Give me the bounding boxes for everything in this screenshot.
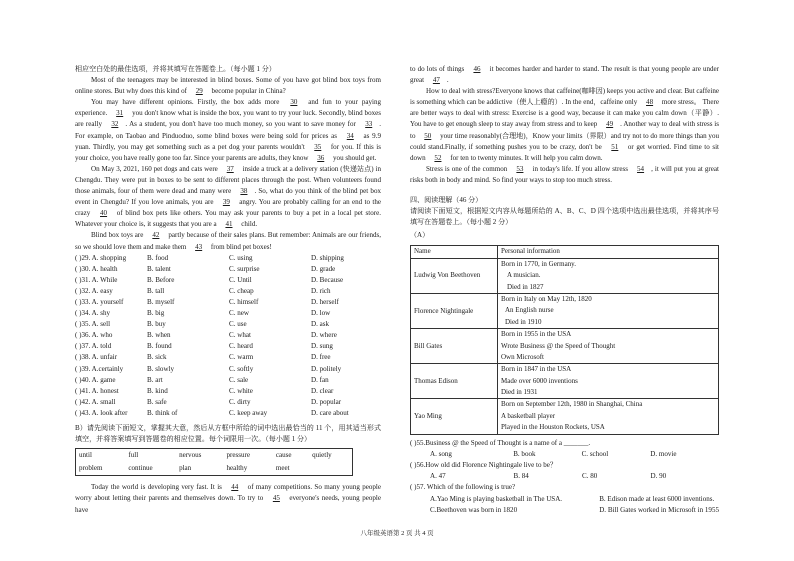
personal-info <box>498 258 719 293</box>
option: D. Because <box>311 275 344 284</box>
option: B. found <box>147 342 172 351</box>
blank-number: 29 <box>195 87 203 96</box>
info-table <box>410 245 719 434</box>
word-option: problem <box>79 464 103 473</box>
option: B. tall <box>147 286 165 295</box>
info-line: Born in 1770, in Germany. <box>501 259 576 268</box>
passage-text: Stress is one of the common <box>426 164 510 173</box>
question-option: ( )34. A. shy <box>75 309 111 318</box>
option: B. think of <box>147 408 178 417</box>
section-b-title: B）请先阅读下面短文，掌握其大意，然后从方框中所给的词中选出最恰当的 11 个，用其适当形式填空，并将答案填写到答题卷的相应位置。每个词限用一次。（每小题 1 分） <box>75 424 381 444</box>
paragraph <box>410 64 719 86</box>
question-option: ( )41. A. honest <box>75 386 119 395</box>
passage-text: from blind pet boxes! <box>209 242 272 251</box>
passage-text: your time reasonably(合理地)，Know your limits（界限）and try not to do more things than you could stand.Finally, if something pushes you to be crazy, don't be <box>410 131 719 151</box>
option-row <box>75 364 393 375</box>
personal-info <box>498 399 719 434</box>
option-row <box>75 397 393 408</box>
option-row <box>75 286 393 297</box>
blank-number: 51 <box>611 142 619 151</box>
passage-text: or get worried. Find time to sit down <box>410 142 720 162</box>
option: C. himself <box>229 297 259 306</box>
personal-info <box>498 293 719 328</box>
info-line: Died in 1827 <box>507 282 544 291</box>
blank-number: 33 <box>365 120 373 129</box>
table-row <box>411 399 719 434</box>
option: C. softly <box>229 364 254 373</box>
intro-line: 相应空白处的最佳选项，并将其填写在答题卷上。（每小题 1 分） <box>75 65 276 73</box>
info-line: Own Microsoft <box>501 352 544 361</box>
passage-text: to do lots of things <box>410 65 467 73</box>
option: D. shipping <box>311 253 344 262</box>
answer-option: D. Bill Gates worked in Microsoft in 1955 <box>599 505 719 514</box>
question-option: ( )33. A. yourself <box>75 297 124 306</box>
option-row <box>75 264 393 275</box>
answer-option: C.Beethoven was born in 1820 <box>430 505 518 514</box>
paragraph <box>410 86 719 164</box>
blank-number: 36 <box>317 153 325 162</box>
option: C. use <box>229 320 247 329</box>
option: C. sale <box>229 375 249 384</box>
blank-number: 41 <box>225 220 233 229</box>
passage-text: inside a truck at a delivery station (快递站点) in Chengdu. They were put in boxes to be sent to different places through the post. When volunteers found those animals, four of them were dead and many were <box>75 164 381 196</box>
passage-text: angry. You are probably calling for an end to the crazy <box>75 198 381 218</box>
passage-a <box>75 75 381 253</box>
passage-text: it becomes harder and harder to stand. The result is that young people are under great <box>410 65 719 85</box>
table-row <box>411 293 719 328</box>
passage-text: in today's life. If you allow stress <box>530 164 631 173</box>
blank-number: 45 <box>272 494 280 503</box>
option: B. slowly <box>147 364 175 373</box>
option: C. what <box>229 331 251 340</box>
person-name: Ludwig Von Beethoven <box>411 258 498 293</box>
answer-option: D. movie <box>650 449 677 458</box>
person-name: Bill Gates <box>411 329 498 364</box>
blank-number: 38 <box>240 187 248 196</box>
info-line: Born in Italy on May 12th, 1820 <box>501 294 592 303</box>
option: C. warm <box>229 353 254 362</box>
blank-number: 30 <box>290 98 298 107</box>
options-table <box>75 253 393 419</box>
passage-text: Most of the teenagers may be interested in blind boxes. Some of you have got blind box toys from online stores. But why does this kind of <box>75 76 381 96</box>
info-line: Played in the Houston Rockets, USA <box>501 423 605 432</box>
option: C. Until <box>229 275 252 284</box>
paragraph <box>75 75 381 97</box>
section4-title: 四、阅读理解（46 分） <box>410 196 483 205</box>
header-label: Personal information <box>501 247 560 256</box>
table-row <box>411 364 719 399</box>
option: D. fan <box>311 375 329 384</box>
passage-text: Blind box toys are <box>91 231 146 240</box>
question-option: ( )38. A. unfair <box>75 353 118 362</box>
word-option: full <box>128 451 139 460</box>
option: D. politely <box>311 364 342 373</box>
question-option: ( )35. A. sell <box>75 320 111 329</box>
passage-text: Today the world is developing very fast. It is <box>91 483 225 492</box>
info-line: Died in 1931 <box>501 388 538 397</box>
blank-number: 37 <box>226 164 234 173</box>
answer-option: B. Edison made at least 6000 inventions. <box>599 494 715 503</box>
table-row <box>411 258 719 293</box>
option: D. rich <box>311 286 331 295</box>
option: C. keep away <box>229 408 268 417</box>
word-option: meet <box>275 464 290 473</box>
passage-text: On May 3, 2021, 160 pet dogs and cats were <box>91 164 220 173</box>
answer-options <box>410 494 719 516</box>
option-row <box>75 275 393 286</box>
option: C. heard <box>229 342 253 351</box>
question-option: ( )30. A. health <box>75 264 118 273</box>
option: D. popular <box>311 397 342 406</box>
blank-number: 32 <box>111 120 119 129</box>
option: C. cheap <box>229 286 254 295</box>
blank-number: 47 <box>432 76 440 85</box>
answer-option: C. school <box>581 449 609 458</box>
info-line: Made over 6000 inventions <box>501 376 578 385</box>
section-a-label: （A） <box>410 231 430 240</box>
option-row <box>75 408 393 419</box>
option: B. big <box>147 309 165 318</box>
word-option: plan <box>179 464 192 473</box>
option-row <box>75 319 393 330</box>
passage-text: You may have different opinions. Firstly, the box adds more <box>91 98 284 107</box>
question-option: ( )37. A. told <box>75 342 112 351</box>
paragraph <box>75 230 381 252</box>
passage-text: you don't know what is inside the box, you want to try your luck. Secondly, blind boxes are really <box>75 109 381 129</box>
answer-options <box>410 471 719 482</box>
word-option: nervous <box>179 451 202 460</box>
page-footer: 八年级英语第 2 页 共 4 页 <box>360 530 434 537</box>
passage-text: . Another way to deal with stress is to <box>410 120 719 140</box>
blank-number: 43 <box>195 242 203 251</box>
passage-text: . <box>446 76 449 85</box>
option-row <box>75 297 393 308</box>
personal-info <box>498 329 719 364</box>
option: B. safe <box>147 397 167 406</box>
option: D. care about <box>311 408 349 417</box>
question-option: ( )31. A. While <box>75 275 118 284</box>
word-option: cause <box>275 451 292 460</box>
info-line: Died in 1910 <box>505 317 542 326</box>
passage-text: . So, what do you think of the blind pet box event in Chengdu? If you love animals, you are <box>75 187 381 207</box>
info-line: Born in 1955 in the USA <box>501 330 572 339</box>
passage-text: child. <box>239 220 258 229</box>
answer-option: B. book <box>513 449 536 458</box>
header-label: Name <box>414 247 431 256</box>
personal-info <box>498 364 719 399</box>
option: B. sick <box>147 353 167 362</box>
word-option: quietly <box>312 451 332 460</box>
option: C. new <box>229 309 249 318</box>
passage-text: for ten to twenty minutes. It will help you calm down. <box>448 153 603 162</box>
question-stem: ( )55.Business @ the Speed of Thought is a name of a _______. <box>410 438 591 447</box>
passage-text: for you. If this is your choice, you have really gone too far. Since your parents are adults, they know <box>75 142 381 162</box>
blank-number: 31 <box>116 109 124 118</box>
blank-number: 34 <box>346 131 354 140</box>
word-option: healthy <box>226 464 248 473</box>
blank-number: 53 <box>516 164 524 173</box>
info-line: An English nurse <box>505 306 554 315</box>
table-row <box>411 329 719 364</box>
option: B. talent <box>147 264 171 273</box>
info-line: Born in 1847 in the USA <box>501 365 572 374</box>
blank-number: 40 <box>100 209 108 218</box>
word-option: pressure <box>226 451 250 460</box>
option-row <box>75 330 393 341</box>
option: C. white <box>229 386 253 395</box>
option-row <box>75 341 393 352</box>
passage-text: How to deal with stress?Everyone knows that caffeine(咖啡因) keeps you active and clear. But caffeine is something which can be addictive（使人上瘾的）. In the end，caffeine only <box>410 87 719 107</box>
option: D. herself <box>311 297 339 306</box>
passage-text: and fun to your paying experience. <box>75 98 381 118</box>
paragraph <box>75 97 381 164</box>
option: B. when <box>147 331 171 340</box>
passage-text: as 9.9 yuan. Thirdly, you may get something such as a pet dog your parents wouldn't <box>75 131 381 151</box>
word-option: until <box>79 451 92 460</box>
paragraph <box>75 482 381 515</box>
passage-text: . As a student, you don't have too much money, so you want to save money for <box>125 120 359 129</box>
passage-text: of many competitions. So many young people worry about letting their parents and themselves down. To try to <box>75 483 382 503</box>
blank-number: 46 <box>473 65 481 73</box>
option-row <box>75 308 393 319</box>
blank-number: 42 <box>152 231 160 240</box>
passage-b-continued <box>410 64 719 186</box>
option: D. where <box>311 331 337 340</box>
info-line: Wrote Business @ the Speed of Thought <box>501 341 616 350</box>
table-header <box>411 246 498 258</box>
blank-number: 50 <box>424 131 432 140</box>
blank-number: 52 <box>434 153 442 162</box>
passage-text: partly because of their sales plans. But remember: Animals are our friends, so we should love them and make them <box>75 231 382 251</box>
answer-option: C. 80 <box>582 472 598 481</box>
answer-option: A. 47 <box>430 472 446 481</box>
word-option <box>309 462 352 475</box>
option: B. kind <box>147 386 168 395</box>
info-line: A musician. <box>507 271 541 280</box>
blank-number: 48 <box>646 98 654 107</box>
blank-number: 49 <box>606 120 614 129</box>
passage-text: you should get. <box>331 153 377 162</box>
option-row <box>75 352 393 363</box>
questions <box>410 438 719 516</box>
option: C. using <box>229 253 253 262</box>
blank-number: 35 <box>314 142 322 151</box>
passage-text: . For example, on Taobao and Pinduoduo, some blind boxes were being sold for prices as <box>75 120 381 140</box>
option: D. grade <box>311 264 336 273</box>
option: D. sung <box>311 342 333 351</box>
answer-option: A. song <box>430 449 452 458</box>
answer-option: D. 90 <box>650 472 667 481</box>
option: B. Before <box>147 275 175 284</box>
question-option: ( )42. A. small <box>75 397 116 406</box>
info-line: Born on September 12th, 1980 in Shanghai, China <box>501 400 643 409</box>
answer-option: B. 84 <box>513 472 529 481</box>
option: C. surprise <box>229 264 260 273</box>
question-option: ( )39. A.certainly <box>75 364 124 373</box>
left-column <box>75 64 381 516</box>
option: D. free <box>311 353 331 362</box>
option: B. myself <box>147 297 175 306</box>
person-name: Florence Nightingale <box>411 293 498 328</box>
right-column <box>410 64 719 516</box>
passage-text: of blind box pets like others. You may ask your parents to buy a pet in a local pet store. Whatever your choice is, it suggests that you are a <box>75 209 382 229</box>
option: B. food <box>147 253 169 262</box>
paragraph <box>410 164 719 186</box>
paragraph <box>75 164 381 231</box>
question-option: ( )36. A. who <box>75 331 113 340</box>
passage-b <box>75 482 381 515</box>
passage-text: , it will put you at great risks both in body and mind. So find your ways to stop too much stress. <box>410 164 719 184</box>
option-row <box>75 375 393 386</box>
person-name: Yao Ming <box>411 399 498 434</box>
section4-instructions: 请阅读下面短文，根据短文内容从每题所给的 A、B、C、D 四个选项中选出最佳选项，并将其序号填写在答题卷上。（每小题 2 分） <box>410 207 719 227</box>
option: D. ask <box>311 320 330 329</box>
blank-number: 54 <box>637 164 645 173</box>
question-stem: ( )56.How old did Florence Nightingale live to be？ <box>410 461 557 470</box>
info-line: A basketball player <box>501 411 556 420</box>
passage-text: everyone's needs, young people have <box>75 494 381 514</box>
option: D. low <box>311 309 331 318</box>
option-row <box>75 386 393 397</box>
answer-options <box>410 449 719 460</box>
passage-text: more stress。 There are better ways to deal with stress: Exercise is a good way, because it can make you calm down（平静）. You have to get enough sleep to stay away from stress and to keep <box>410 98 719 129</box>
person-name: Thomas Edison <box>411 364 498 399</box>
option: B. art <box>147 375 163 384</box>
option: D. clear <box>311 386 334 395</box>
table-header <box>498 246 719 258</box>
blank-number: 39 <box>222 198 230 207</box>
question-option: ( )29. A. shopping <box>75 253 127 262</box>
question-option: ( )32. A. easy <box>75 286 113 295</box>
word-box <box>75 448 353 476</box>
question-stem: ( )57. Which of the following is true? <box>410 483 516 492</box>
word-option: continue <box>128 464 153 473</box>
answer-option: A.Yao Ming is playing basketball in The USA. <box>430 494 563 503</box>
option: B. buy <box>147 320 166 329</box>
blank-number: 44 <box>231 483 239 492</box>
option-row <box>75 253 393 264</box>
option: C. dirty <box>229 397 251 406</box>
passage-text: become popular in China? <box>209 87 286 96</box>
question-option: ( )40. A. game <box>75 375 116 384</box>
question-option: ( )43. A. look after <box>75 408 128 417</box>
